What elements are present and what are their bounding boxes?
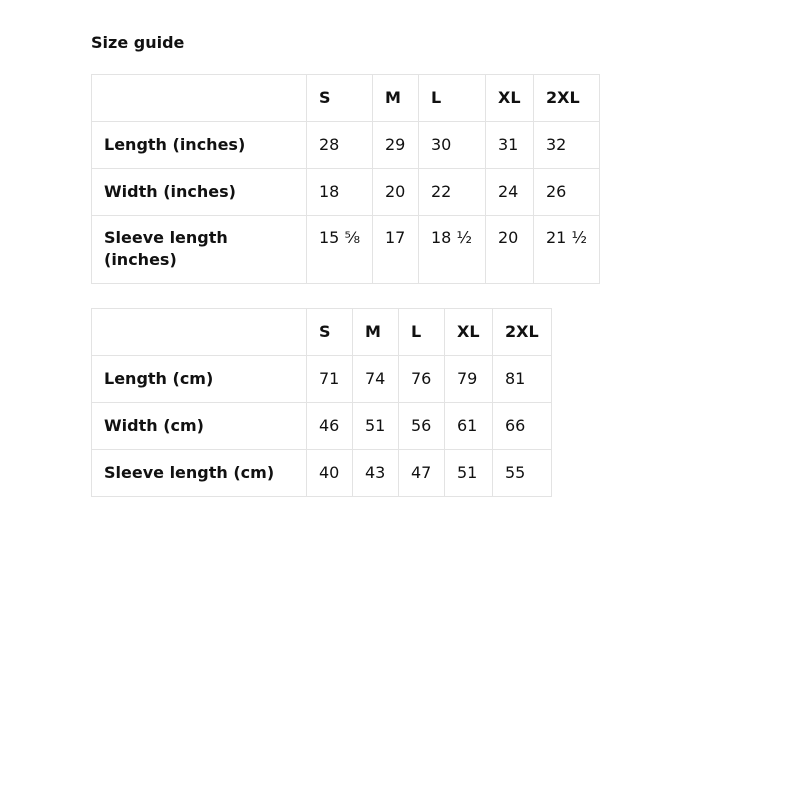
row-label: Length (inches) — [92, 122, 307, 169]
row-label: Sleeve length (inches) — [92, 216, 307, 284]
header-cell-2xl: 2XL — [493, 309, 552, 356]
table-cell: 22 — [419, 169, 486, 216]
header-cell-l: L — [419, 75, 486, 122]
table-cell: 20 — [486, 216, 534, 284]
header-cell-m: M — [353, 309, 399, 356]
table-row — [92, 403, 552, 450]
table-row — [92, 216, 600, 284]
row-label: Length (cm) — [92, 356, 307, 403]
table-cell: 18 ½ — [419, 216, 486, 284]
table-cell: 51 — [445, 450, 493, 497]
table-cell: 56 — [399, 403, 445, 450]
table-cell: 28 — [307, 122, 373, 169]
table-cell: 47 — [399, 450, 445, 497]
table-cell: 66 — [493, 403, 552, 450]
header-cell-empty — [92, 309, 307, 356]
table-cell: 24 — [486, 169, 534, 216]
table-cell: 18 — [307, 169, 373, 216]
header-cell-s: S — [307, 75, 373, 122]
header-cell-xl: XL — [445, 309, 493, 356]
table-cell: 17 — [373, 216, 419, 284]
table-header-row — [92, 309, 552, 356]
header-cell-m: M — [373, 75, 419, 122]
table-cell: 20 — [373, 169, 419, 216]
size-table-inches — [91, 74, 600, 284]
header-cell-empty — [92, 75, 307, 122]
table-cell: 43 — [353, 450, 399, 497]
table-row — [92, 122, 600, 169]
table-header-row — [92, 75, 600, 122]
table-row — [92, 356, 552, 403]
table-cell: 40 — [307, 450, 353, 497]
header-cell-s: S — [307, 309, 353, 356]
table-cell: 26 — [534, 169, 600, 216]
table-cell: 32 — [534, 122, 600, 169]
table-cell: 30 — [419, 122, 486, 169]
header-cell-l: L — [399, 309, 445, 356]
table-row — [92, 169, 600, 216]
row-label: Width (inches) — [92, 169, 307, 216]
table-cell: 79 — [445, 356, 493, 403]
page-title: Size guide — [91, 33, 185, 52]
table-cell: 76 — [399, 356, 445, 403]
table-cell: 29 — [373, 122, 419, 169]
table-cell: 46 — [307, 403, 353, 450]
table-cell: 61 — [445, 403, 493, 450]
size-table-cm — [91, 308, 552, 497]
table-cell: 21 ½ — [534, 216, 600, 284]
table-cell: 74 — [353, 356, 399, 403]
table-cell: 31 — [486, 122, 534, 169]
table-row — [92, 450, 552, 497]
table-cell: 81 — [493, 356, 552, 403]
header-cell-2xl: 2XL — [534, 75, 600, 122]
table-cell: 51 — [353, 403, 399, 450]
row-label: Sleeve length (cm) — [92, 450, 307, 497]
table-cell: 55 — [493, 450, 552, 497]
row-label: Width (cm) — [92, 403, 307, 450]
table-cell: 15 ⅝ — [307, 216, 373, 284]
header-cell-xl: XL — [486, 75, 534, 122]
table-cell: 71 — [307, 356, 353, 403]
